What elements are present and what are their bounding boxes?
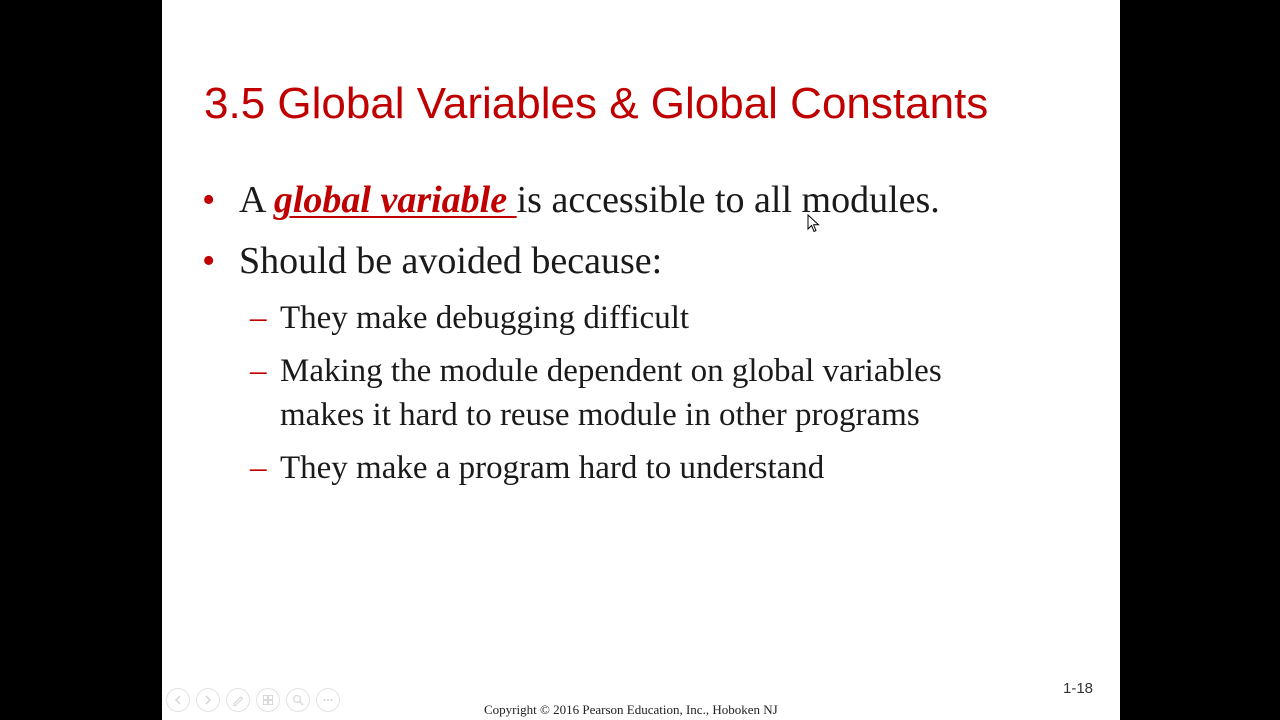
more-options-button[interactable]: [316, 688, 340, 712]
sub-bullet-text: They make a program hard to understand: [280, 450, 825, 486]
pen-tool-button[interactable]: [226, 688, 250, 712]
slide-title: 3.5 Global Variables & Global Constants: [204, 79, 989, 128]
sub-bullet-text: They make debugging difficult: [280, 300, 690, 336]
next-slide-button[interactable]: [196, 688, 220, 712]
bullet-suffix: is accessible to all modules.: [516, 179, 940, 221]
previous-icon: [171, 693, 185, 707]
slide-number: 1-18: [1063, 680, 1094, 697]
sub-bullet-understand: [250, 446, 824, 490]
see-all-slides-button[interactable]: [256, 688, 280, 712]
sub-bullet-text-line-1: Making the module dependent on global variables: [280, 353, 942, 389]
bullet-marker: •: [202, 240, 216, 282]
slide: [162, 0, 1120, 720]
previous-slide-button[interactable]: [166, 688, 190, 712]
sub-bullet-marker: –: [250, 300, 267, 336]
bullet-global-variable: [202, 178, 940, 222]
global-variable-term: global variable: [273, 179, 517, 221]
sub-bullet-text-line-2: makes it hard to reuse module in other programs: [280, 397, 920, 433]
mouse-pointer-icon: [807, 214, 821, 234]
sub-bullet-reuse: [250, 349, 942, 437]
bullet-text: Should be avoided because:: [239, 240, 663, 282]
bullet-marker: •: [202, 179, 216, 221]
zoom-button[interactable]: [286, 688, 310, 712]
sub-bullet-marker: –: [250, 450, 267, 486]
sub-bullet-debugging: [250, 296, 689, 340]
next-icon: [201, 693, 215, 707]
zoom-icon: [291, 693, 305, 707]
bullet-should-be-avoided: [202, 239, 662, 283]
bullet-prefix: A: [239, 179, 274, 221]
presentation-toolbar: [166, 688, 340, 712]
sub-bullet-marker: –: [250, 353, 267, 389]
pen-icon: [231, 693, 245, 707]
slides-icon: [261, 693, 275, 707]
copyright-notice: Copyright © 2016 Pearson Education, Inc., Hoboken NJ: [484, 702, 778, 717]
more-icon: [321, 693, 335, 707]
